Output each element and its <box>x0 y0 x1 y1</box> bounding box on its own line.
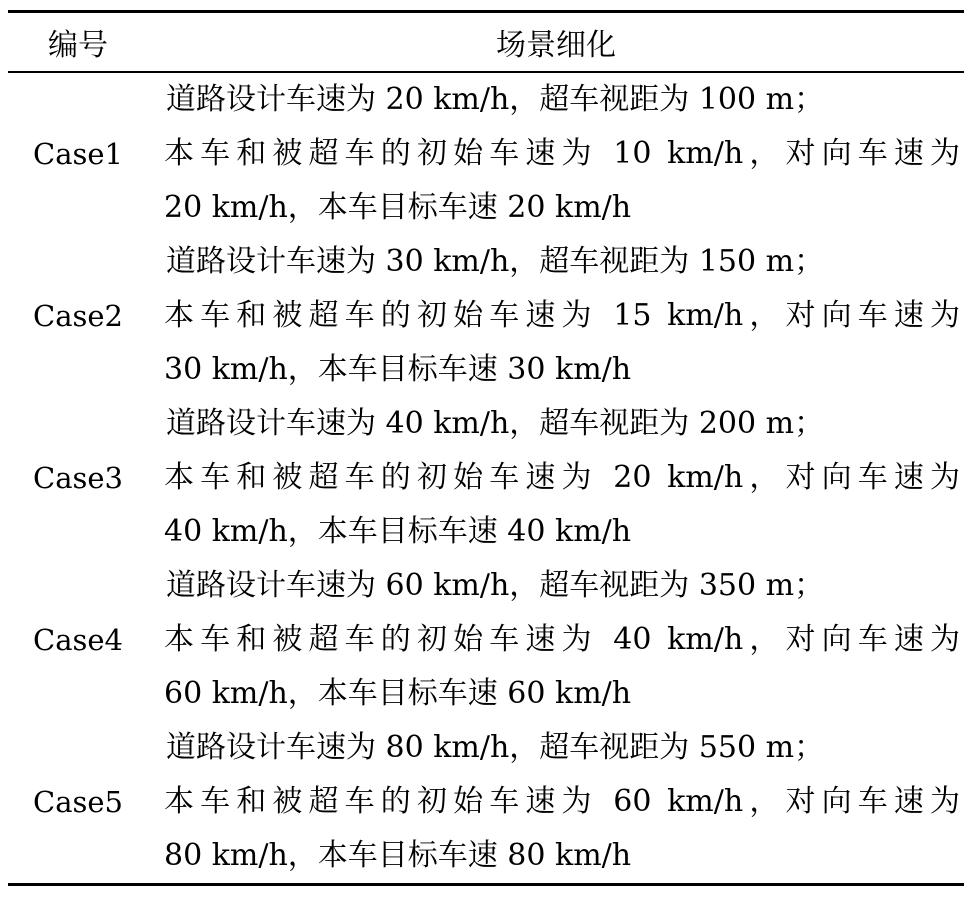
description-line: 道路设计车速为 20 km/h，超车视距为 100 m； <box>166 82 825 117</box>
description-line: 本车和被超车的初始车速为 20 km/h，对向车速为 <box>164 460 960 495</box>
description-line: 本车和被超车的初始车速为 40 km/h，对向车速为 <box>164 622 960 657</box>
description-line: 60 km/h，本车目标车速 60 km/h <box>164 676 632 711</box>
case-id: Case1 <box>33 137 123 171</box>
description-line: 本车和被超车的初始车速为 15 km/h，对向车速为 <box>164 298 960 333</box>
case-description <box>148 397 964 559</box>
case-description <box>148 72 964 235</box>
description-line: 本车和被超车的初始车速为 10 km/h，对向车速为 <box>164 136 960 171</box>
scenario-table-container <box>8 10 964 886</box>
table-row <box>8 721 964 885</box>
description-line: 道路设计车速为 30 km/h，超车视距为 150 m； <box>166 244 825 279</box>
description-line: 20 km/h，本车目标车速 20 km/h <box>164 190 632 225</box>
table-row <box>8 235 964 397</box>
description-line: 道路设计车速为 40 km/h，超车视距为 200 m； <box>166 406 825 441</box>
header-description: 场景细化 <box>496 28 616 63</box>
header-id: 编号 <box>48 28 108 63</box>
case-description <box>148 559 964 721</box>
case-description <box>148 235 964 397</box>
description-line: 道路设计车速为 60 km/h，超车视距为 350 m； <box>166 568 825 603</box>
table-header <box>8 12 964 73</box>
table-row <box>8 559 964 721</box>
header-row <box>8 12 964 73</box>
case-id: Case3 <box>33 461 123 495</box>
description-line: 本车和被超车的初始车速为 60 km/h，对向车速为 <box>164 784 960 819</box>
table-row <box>8 72 964 235</box>
description-line: 30 km/h，本车目标车速 30 km/h <box>164 352 632 387</box>
case-id: Case2 <box>33 299 123 333</box>
case-id: Case5 <box>33 785 123 819</box>
description-line: 80 km/h，本车目标车速 80 km/h <box>164 838 632 873</box>
table-row <box>8 397 964 559</box>
description-line: 40 km/h，本车目标车速 40 km/h <box>164 514 632 549</box>
case-id: Case4 <box>33 623 123 657</box>
table-body <box>8 72 964 885</box>
case-description <box>148 721 964 885</box>
scenario-table <box>8 10 964 886</box>
description-line: 道路设计车速为 80 km/h，超车视距为 550 m； <box>166 730 825 765</box>
